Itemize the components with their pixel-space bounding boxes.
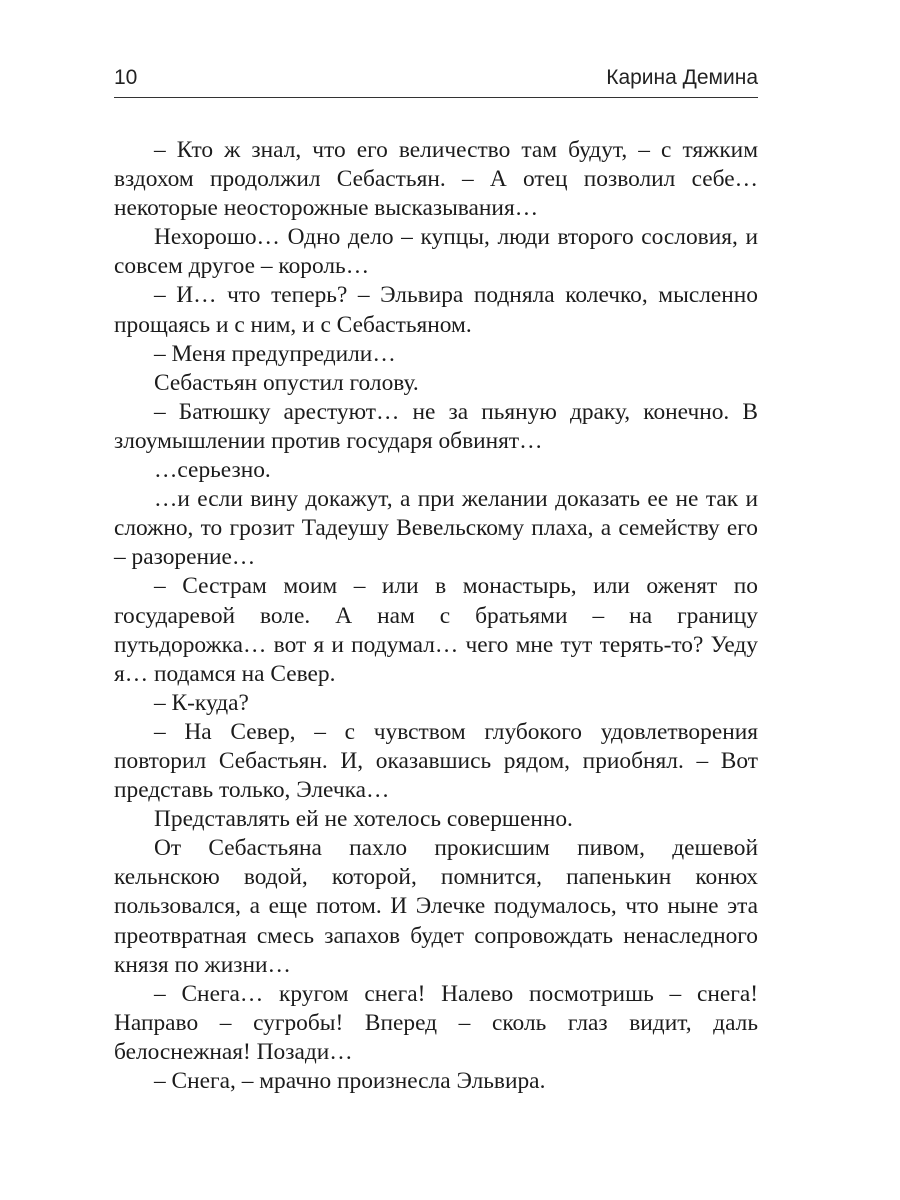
paragraph: – Кто ж знал, что его величество там будут, – с тяжким вздохом продолжил Себастьян. – А отец позволил себе… некоторые неосторожные высказывания… [114, 137, 758, 222]
body-text [114, 136, 758, 1096]
paragraph: – Меня предупредили… [154, 340, 396, 367]
author-name: Карина Демина [606, 66, 758, 89]
running-header [114, 66, 758, 96]
paragraph: …серьезно. [154, 457, 271, 484]
paragraph: – И… что теперь? – Эльвира подняла колечко, мысленно прощаясь и с ним, и с Себастьяном. [114, 282, 758, 338]
paragraph: – Батюшку арестуют… не за пьяную драку, конечно. В злоумышлении против государя обвинят… [114, 398, 758, 454]
paragraph: – Снега… кругом снега! Налево посмотришь – снега! Направо – сугробы! Вперед – сколь глаз видит, даль белоснежная! Позади… [114, 980, 758, 1065]
paragraph: Нехорошо… Одно дело – купцы, люди второго сословия, и совсем другое – король… [114, 224, 758, 280]
paragraph: …и если вину докажут, а при желании доказать ее не так и сложно, то грозит Тадеушу Вевельскому плаха, а семейству его – разорение… [114, 486, 758, 571]
paragraph: – Сестрам моим – или в монастырь, или оженят по государевой воле. А нам с братьями – на границу путьдорожка… вот я и подумал… чего мне тут терять-то? Уеду я… подамся на Север. [114, 573, 758, 687]
paragraph: Представлять ей не хотелось совершенно. [154, 806, 573, 833]
paragraph: – Снега, – мрачно произнесла Эльвира. [154, 1068, 546, 1094]
page-number: 10 [114, 66, 138, 89]
paragraph: – К-куда? [154, 689, 249, 716]
paragraph: – На Север, – с чувством глубокого удовлетворения повторил Себастьян. И, оказавшись рядом, приобнял. – Вот представь только, Элечка… [114, 718, 758, 804]
header-rule [114, 97, 758, 98]
paragraph: От Себастьяна пахло прокисшим пивом, дешевой кельнскою водой, которой, помнится, папенькин конюх пользовался, а еще потом. И Элечке подумалось, что ныне эта преотвратная смесь запахов будет сопровождать ненаследного князя по жизни… [114, 835, 758, 978]
paragraph: Себастьян опустил голову. [154, 369, 419, 396]
